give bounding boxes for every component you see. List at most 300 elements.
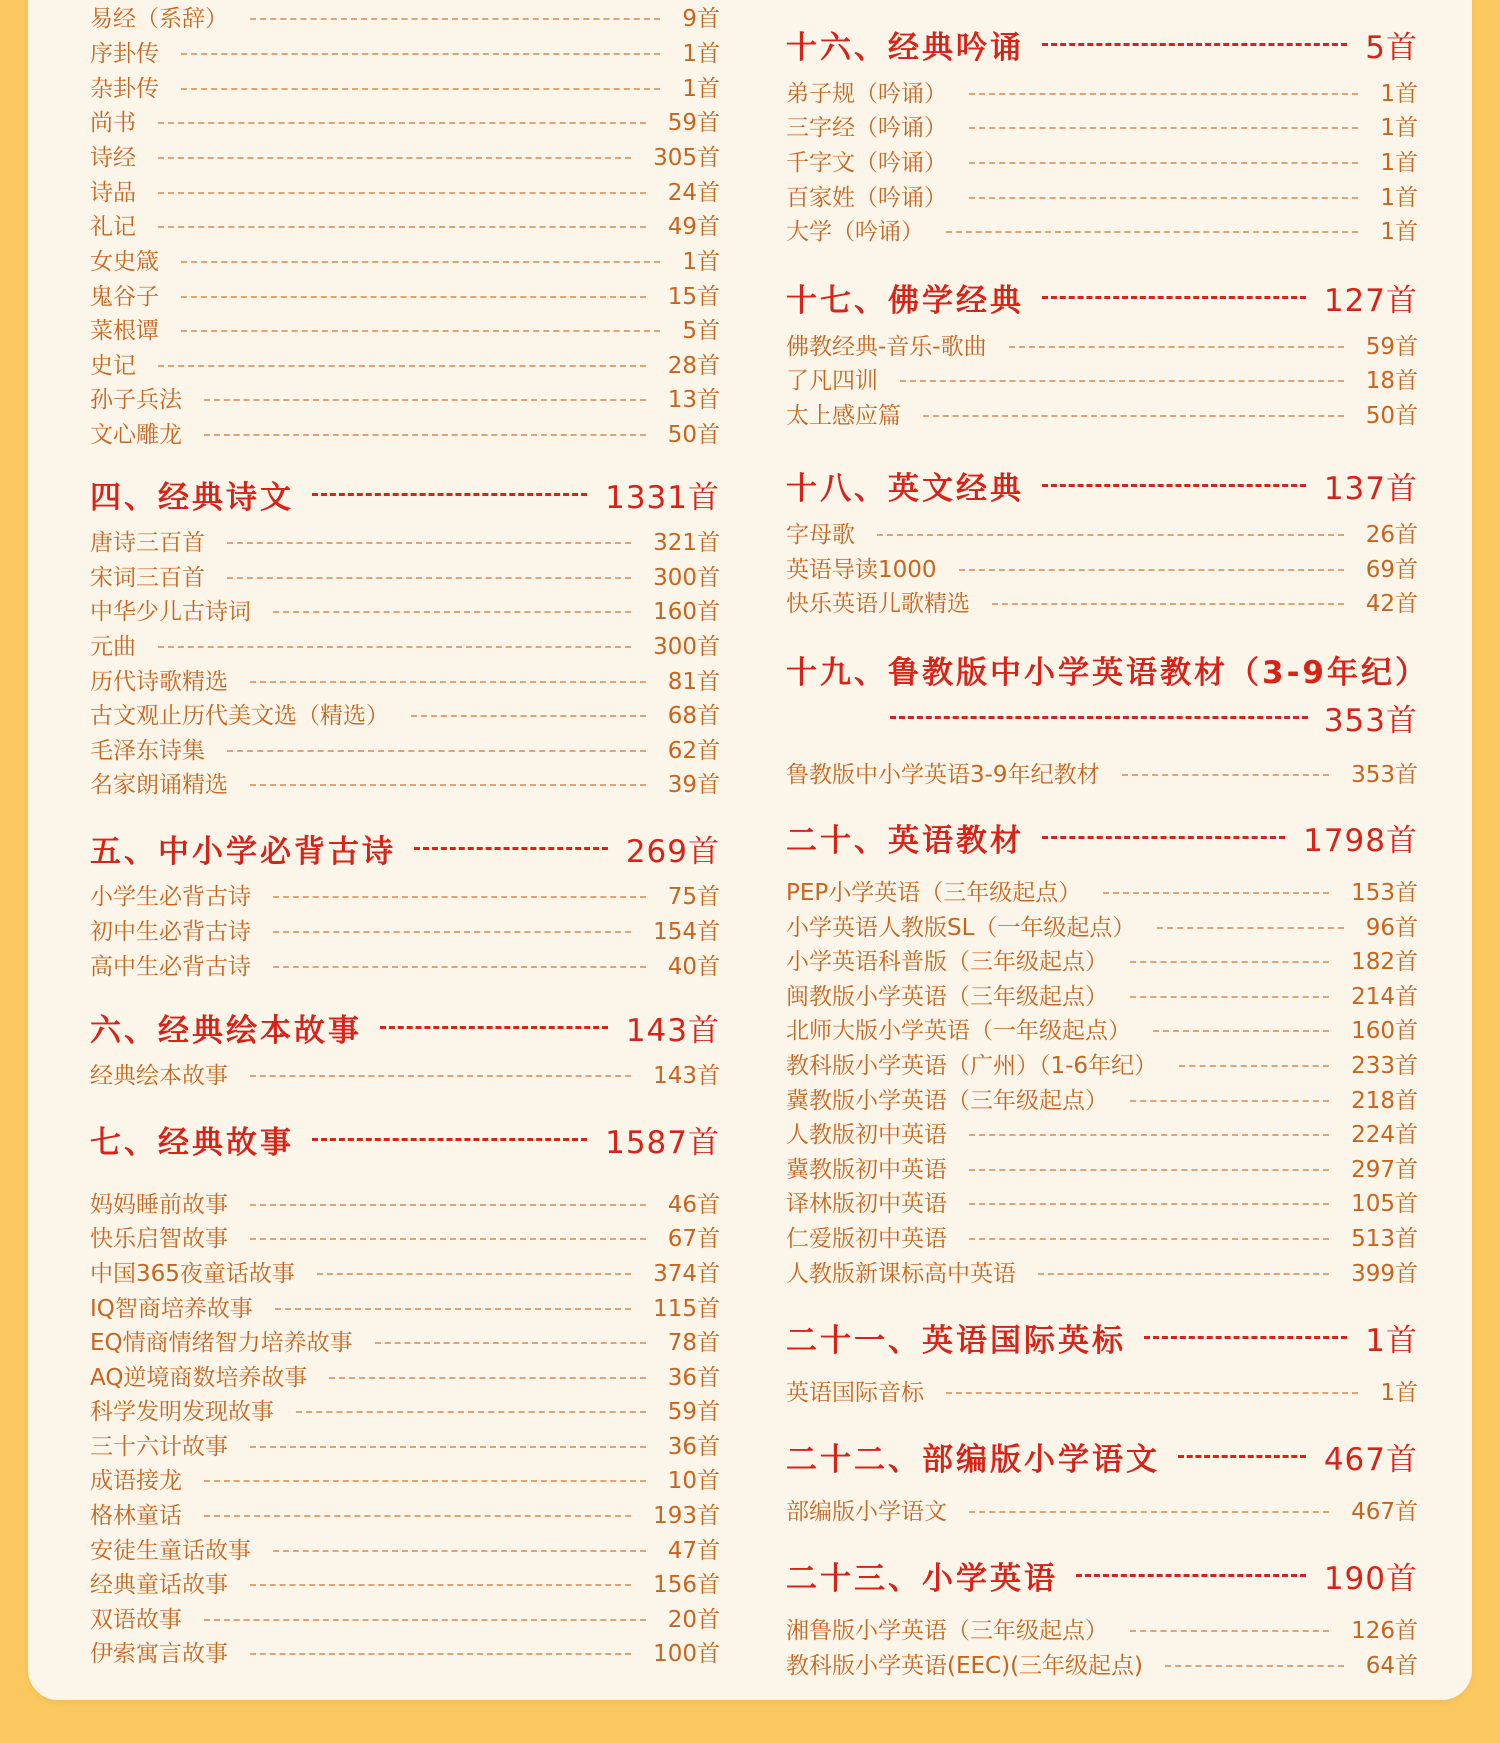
item-name: 大学（吟诵） [786, 219, 924, 245]
item-count: 153首 [1351, 880, 1418, 906]
item-name: 双语故事 [90, 1607, 182, 1633]
list-item [90, 143, 720, 173]
dash-leader [969, 1169, 1329, 1171]
item-count: 20首 [667, 1607, 720, 1633]
dash-leader [204, 399, 646, 401]
list-item [90, 563, 720, 593]
section-title: 四、经典诗文 [90, 479, 294, 516]
item-name: 宋词三百首 [90, 565, 205, 591]
list-item [786, 760, 1418, 790]
list-item [90, 882, 720, 912]
item-name: 经典绘本故事 [90, 1063, 228, 1089]
dash-leader [969, 127, 1358, 129]
item-name: 鬼谷子 [90, 284, 159, 310]
dash-leader [204, 1619, 646, 1621]
item-name: 序卦传 [90, 41, 159, 67]
section-heading [786, 1315, 1418, 1359]
item-name: 易经（系辞） [90, 6, 228, 32]
section-title: 二十一、英语国际英标 [786, 1322, 1126, 1359]
item-count: 321首 [653, 530, 720, 556]
item-name: 孙子兵法 [90, 387, 182, 413]
list-item [786, 589, 1418, 619]
item-count: 24首 [667, 180, 720, 206]
dash-leader [329, 1377, 645, 1379]
dash-leader [317, 1273, 631, 1275]
item-name: PEP小学英语（三年级起点） [786, 880, 1082, 906]
item-count: 154首 [653, 919, 720, 945]
item-name: 诗经 [90, 145, 136, 171]
item-count: 1首 [1380, 115, 1418, 141]
item-name: 史记 [90, 353, 136, 379]
list-item [90, 247, 720, 277]
dash-leader [969, 197, 1358, 199]
list-item [90, 1536, 720, 1566]
item-count: 160首 [1351, 1018, 1418, 1044]
item-count: 513首 [1351, 1226, 1418, 1252]
item-name: 了凡四训 [786, 368, 878, 394]
item-name: 经典童话故事 [90, 1572, 228, 1598]
dash-leader [969, 1134, 1329, 1136]
item-name: 快乐启智故事 [90, 1226, 228, 1252]
item-name: 毛泽东诗集 [90, 738, 205, 764]
section-heading [786, 1553, 1418, 1597]
section-heading [90, 1005, 720, 1049]
dash-leader [273, 611, 631, 613]
dash-leader [227, 577, 631, 579]
section-title: 十六、经典吟诵 [786, 29, 1024, 66]
section-title: 二十二、部编版小学语文 [786, 1441, 1160, 1478]
item-name: 英语国际音标 [786, 1380, 924, 1406]
item-count: 42首 [1365, 591, 1418, 617]
item-name: 唐诗三百首 [90, 530, 205, 556]
item-name: 鲁教版中小学英语3-9年纪教材 [786, 762, 1100, 788]
item-count: 105首 [1351, 1191, 1418, 1217]
dash-leader [969, 1238, 1329, 1240]
item-count: 126首 [1351, 1618, 1418, 1644]
item-name: 北师大版小学英语（一年级起点） [786, 1018, 1131, 1044]
item-count: 59首 [1365, 334, 1418, 360]
list-item [786, 1189, 1418, 1219]
item-name: 教科版小学英语（广州）（1-6年纪） [786, 1053, 1158, 1079]
item-name: 中华少儿古诗词 [90, 599, 251, 625]
section-title: 十八、英文经典 [786, 470, 1024, 507]
list-item [786, 947, 1418, 977]
section-count: 353首 [1323, 702, 1418, 739]
dash-leader [890, 716, 1308, 719]
section-title: 二十、英语教材 [786, 822, 1024, 859]
list-item [786, 1497, 1418, 1527]
dash-leader [181, 330, 660, 332]
item-count: 13首 [667, 387, 720, 413]
list-item [90, 528, 720, 558]
list-item [786, 1651, 1418, 1681]
item-name: 人教版新课标高中英语 [786, 1261, 1016, 1287]
item-count: 9首 [682, 6, 720, 32]
dash-leader [158, 365, 646, 367]
section-title: 五、中小学必背古诗 [90, 833, 396, 870]
list-item [786, 913, 1418, 943]
dash-leader [273, 966, 646, 968]
dash-leader [250, 1238, 646, 1240]
item-count: 1首 [682, 41, 720, 67]
item-count: 1首 [682, 76, 720, 102]
dash-leader [1165, 1665, 1344, 1667]
dash-leader [1042, 836, 1285, 839]
item-count: 26首 [1365, 522, 1418, 548]
dash-leader [1130, 961, 1329, 963]
item-name: 高中生必背古诗 [90, 954, 251, 980]
item-name: 闽教版小学英语（三年级起点） [786, 984, 1108, 1010]
dash-leader [380, 1026, 608, 1029]
section-heading [786, 275, 1418, 319]
list-item [786, 1016, 1418, 1046]
dash-leader [992, 603, 1344, 605]
dash-leader [1157, 927, 1343, 929]
dash-leader [1130, 1100, 1329, 1102]
item-count: 78首 [667, 1330, 720, 1356]
item-count: 15首 [667, 284, 720, 310]
item-name: 科学发明发现故事 [90, 1399, 274, 1425]
item-name: 三十六计故事 [90, 1434, 228, 1460]
item-count: 156首 [653, 1572, 720, 1598]
item-name: 诗品 [90, 180, 136, 206]
dash-leader [250, 1653, 631, 1655]
list-item [90, 212, 720, 242]
section-count: 127首 [1323, 282, 1418, 319]
list-item [90, 701, 720, 731]
list-item [786, 555, 1418, 585]
item-name: 伊索寓言故事 [90, 1641, 228, 1667]
list-item [90, 316, 720, 346]
list-item [90, 1294, 720, 1324]
list-item [90, 632, 720, 662]
section-count: 269首 [625, 833, 720, 870]
dash-leader [312, 1138, 587, 1141]
dash-leader [1178, 1455, 1306, 1458]
dash-leader [250, 681, 646, 683]
list-item [90, 1639, 720, 1669]
section-heading [90, 472, 720, 516]
section-heading [786, 22, 1418, 66]
list-item [90, 1224, 720, 1254]
item-count: 143首 [653, 1063, 720, 1089]
item-count: 305首 [653, 145, 720, 171]
list-item [90, 39, 720, 69]
list-item [90, 4, 720, 34]
section-heading [786, 651, 1430, 739]
list-item [90, 351, 720, 381]
list-item [786, 878, 1418, 908]
item-count: 10首 [667, 1468, 720, 1494]
item-count: 160首 [653, 599, 720, 625]
item-count: 28首 [667, 353, 720, 379]
list-item [786, 520, 1418, 550]
item-count: 399首 [1351, 1261, 1418, 1287]
dash-leader [158, 192, 646, 194]
section-title: 十七、佛学经典 [786, 282, 1024, 319]
list-item [90, 1432, 720, 1462]
list-item [90, 917, 720, 947]
item-name: 佛教经典-音乐-歌曲 [786, 334, 987, 360]
item-count: 18首 [1365, 368, 1418, 394]
item-count: 467首 [1351, 1499, 1418, 1525]
item-count: 182首 [1351, 949, 1418, 975]
section-heading [90, 1117, 720, 1161]
list-item [90, 74, 720, 104]
dash-leader [250, 1075, 631, 1077]
list-item [90, 1328, 720, 1358]
dash-leader [375, 1342, 646, 1344]
list-item [90, 1501, 720, 1531]
item-name: 历代诗歌精选 [90, 669, 228, 695]
item-name: 三字经（吟诵） [786, 115, 947, 141]
dash-leader [204, 1515, 631, 1517]
dash-leader [1153, 1030, 1329, 1032]
item-name: 菜根谭 [90, 318, 159, 344]
dash-leader [959, 569, 1344, 571]
item-count: 300首 [653, 634, 720, 660]
item-count: 46首 [667, 1192, 720, 1218]
list-item [90, 736, 720, 766]
section-count: 1798首 [1303, 822, 1418, 859]
item-name: 湘鲁版小学英语（三年级起点） [786, 1618, 1108, 1644]
item-count: 62首 [667, 738, 720, 764]
list-item [90, 1363, 720, 1393]
dash-leader [1144, 1336, 1347, 1339]
item-count: 47首 [667, 1538, 720, 1564]
item-name: EQ情商情绪智力培养故事 [90, 1330, 353, 1356]
section-heading [786, 463, 1418, 507]
item-count: 353首 [1351, 762, 1418, 788]
dash-leader [1122, 774, 1330, 776]
item-count: 1首 [1380, 219, 1418, 245]
list-item [90, 282, 720, 312]
item-count: 81首 [667, 669, 720, 695]
item-name: 部编版小学语文 [786, 1499, 947, 1525]
item-count: 1首 [1380, 1380, 1418, 1406]
dash-leader [1038, 1273, 1329, 1275]
item-name: 仁爱版初中英语 [786, 1226, 947, 1252]
item-name: 冀教版小学英语（三年级起点） [786, 1088, 1108, 1114]
section-count: 137首 [1323, 470, 1418, 507]
dash-leader [273, 896, 646, 898]
item-count: 1首 [682, 249, 720, 275]
item-name: 译林版初中英语 [786, 1191, 947, 1217]
item-name: 教科版小学英语(EEC)(三年级起点) [786, 1653, 1144, 1679]
list-item [90, 1190, 720, 1220]
item-count: 300首 [653, 565, 720, 591]
item-count: 75首 [667, 884, 720, 910]
item-name: 中国365夜童话故事 [90, 1261, 295, 1287]
item-name: IQ智商培养故事 [90, 1296, 253, 1322]
list-item [90, 952, 720, 982]
dash-leader [414, 847, 608, 850]
item-name: 女史箴 [90, 249, 159, 275]
section-title: 七、经典故事 [90, 1124, 294, 1161]
list-item [786, 1259, 1418, 1289]
item-name: 安徒生童话故事 [90, 1538, 251, 1564]
item-name: 名家朗诵精选 [90, 772, 228, 798]
dash-leader [1179, 1065, 1329, 1067]
dash-leader [1042, 484, 1306, 487]
item-name: 古文观止历代美文选（精选） [90, 703, 389, 729]
item-count: 39首 [667, 772, 720, 798]
dash-leader [273, 1550, 646, 1552]
list-item [786, 401, 1418, 431]
list-item [90, 385, 720, 415]
dash-leader [969, 162, 1358, 164]
item-count: 1首 [1380, 81, 1418, 107]
dash-leader [1103, 892, 1329, 894]
item-count: 68首 [667, 703, 720, 729]
item-name: 成语接龙 [90, 1468, 182, 1494]
item-name: AQ逆境商数培养故事 [90, 1365, 308, 1391]
item-name: 千字文（吟诵） [786, 150, 947, 176]
list-item [90, 770, 720, 800]
dash-leader [181, 88, 660, 90]
dash-leader [1076, 1574, 1306, 1577]
list-item [786, 1616, 1418, 1646]
list-item [786, 217, 1418, 247]
section-count: 190首 [1323, 1560, 1418, 1597]
item-name: 冀教版初中英语 [786, 1157, 947, 1183]
list-item [90, 667, 720, 697]
dash-leader [158, 122, 646, 124]
list-item [786, 1086, 1418, 1116]
list-item [786, 366, 1418, 396]
list-item [786, 1155, 1418, 1185]
dash-leader [969, 93, 1358, 95]
list-item [90, 420, 720, 450]
item-count: 233首 [1351, 1053, 1418, 1079]
list-item [786, 79, 1418, 109]
list-item [90, 1570, 720, 1600]
dash-leader [312, 493, 587, 496]
list-item [786, 183, 1418, 213]
section-title: 二十三、小学英语 [786, 1560, 1058, 1597]
item-count: 36首 [667, 1365, 720, 1391]
item-name: 小学英语人教版SL（一年级起点） [786, 915, 1136, 941]
dash-leader [1130, 996, 1329, 998]
section-heading [786, 815, 1418, 859]
section-count: 143首 [625, 1012, 720, 1049]
item-count: 69首 [1365, 557, 1418, 583]
list-item [786, 982, 1418, 1012]
item-count: 67首 [667, 1226, 720, 1252]
item-name: 格林童话 [90, 1503, 182, 1529]
item-count: 1首 [1380, 150, 1418, 176]
section-heading [786, 1434, 1418, 1478]
section-count: 5首 [1365, 29, 1418, 66]
item-name: 礼记 [90, 214, 136, 240]
list-item [90, 108, 720, 138]
section-count: 1331首 [605, 479, 720, 516]
item-count: 64首 [1365, 1653, 1418, 1679]
dash-leader [1042, 296, 1306, 299]
item-name: 快乐英语儿歌精选 [786, 591, 970, 617]
item-name: 小学英语科普版（三年级起点） [786, 949, 1108, 975]
dash-leader [158, 157, 631, 159]
dash-leader [250, 1204, 646, 1206]
item-count: 50首 [1365, 403, 1418, 429]
list-item [786, 1051, 1418, 1081]
item-name: 杂卦传 [90, 76, 159, 102]
dash-leader [411, 715, 646, 717]
section-count: 467首 [1323, 1441, 1418, 1478]
list-item [90, 597, 720, 627]
dash-leader [227, 542, 631, 544]
item-count: 224首 [1351, 1122, 1418, 1148]
dash-leader [181, 296, 646, 298]
item-name: 初中生必背古诗 [90, 919, 251, 945]
item-name: 文心雕龙 [90, 422, 182, 448]
section-count: 1587首 [605, 1124, 720, 1161]
item-count: 1首 [1380, 185, 1418, 211]
section-heading [90, 826, 720, 870]
item-name: 太上感应篇 [786, 403, 901, 429]
dash-leader [204, 434, 646, 436]
item-name: 小学生必背古诗 [90, 884, 251, 910]
dash-leader [946, 231, 1358, 233]
item-name: 人教版初中英语 [786, 1122, 947, 1148]
dash-leader [923, 415, 1344, 417]
dash-leader [158, 646, 631, 648]
item-count: 297首 [1351, 1157, 1418, 1183]
item-name: 弟子规（吟诵） [786, 81, 947, 107]
section-count: 1首 [1365, 1322, 1418, 1359]
list-item [90, 1061, 720, 1091]
dash-leader [877, 534, 1344, 536]
item-count: 59首 [667, 1399, 720, 1425]
dash-leader [204, 1480, 646, 1482]
list-item [786, 1224, 1418, 1254]
list-item [786, 332, 1418, 362]
item-name: 英语导读1000 [786, 557, 937, 583]
item-name: 元曲 [90, 634, 136, 660]
dash-leader [900, 380, 1344, 382]
list-item [90, 1259, 720, 1289]
list-item [786, 113, 1418, 143]
list-item [90, 1605, 720, 1635]
item-name: 字母歌 [786, 522, 855, 548]
dash-leader [227, 750, 646, 752]
dash-leader [250, 1584, 631, 1586]
list-item [90, 1466, 720, 1496]
list-item [90, 178, 720, 208]
dash-leader [275, 1308, 631, 1310]
item-count: 100首 [653, 1641, 720, 1667]
item-count: 96首 [1365, 915, 1418, 941]
item-count: 115首 [653, 1296, 720, 1322]
dash-leader [1009, 346, 1344, 348]
section-title: 十九、鲁教版中小学英语教材（3-9年纪） [786, 655, 1430, 691]
section-title: 六、经典绘本故事 [90, 1012, 362, 1049]
dash-leader [250, 18, 660, 20]
dash-leader [1130, 1630, 1329, 1632]
dash-leader [1042, 43, 1347, 46]
item-count: 40首 [667, 954, 720, 980]
item-count: 214首 [1351, 984, 1418, 1010]
dash-leader [969, 1203, 1329, 1205]
item-count: 218首 [1351, 1088, 1418, 1114]
list-item [786, 148, 1418, 178]
dash-leader [250, 784, 646, 786]
dash-leader [181, 53, 660, 55]
list-item [90, 1397, 720, 1427]
dash-leader [158, 226, 646, 228]
item-count: 50首 [667, 422, 720, 448]
dash-leader [946, 1392, 1358, 1394]
